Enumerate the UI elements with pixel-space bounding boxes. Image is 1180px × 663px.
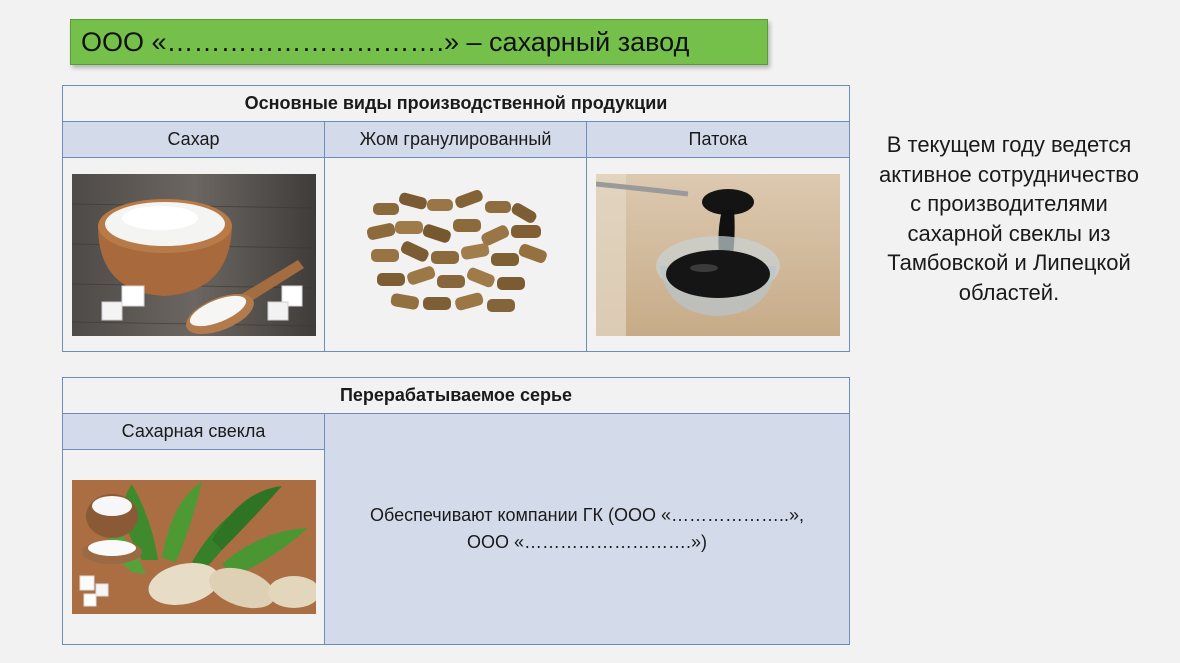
slide-title [70,19,768,65]
supplier-note [325,414,850,645]
pulp-image-cell [325,158,587,352]
products-table [62,85,850,352]
column-pulp: Жом гранулированный [325,122,587,158]
column-sugar: Сахар [63,122,325,158]
sugar-image-cell [63,158,325,352]
products-columns-row [63,122,850,158]
slide-title-text: ООО «………………………….» – сахарный завод [81,26,690,57]
cooperation-text: В текущем году ведется активное сотрудничество с производителями сахарной свеклы из Тамбовской и Липецкой областей. [879,132,1139,305]
molasses-image-cell [587,158,850,352]
products-table-header: Основные виды производственной продукции [63,86,850,122]
sugar-bowl-image [72,174,316,336]
raw-material-table [62,377,850,645]
column-molasses: Патока [587,122,850,158]
column-sugar-beet: Сахарная свекла [63,414,325,450]
raw-table-header: Перерабатываемое серье [63,378,850,414]
molasses-bowl-image [596,174,840,336]
supplier-note-line1: Обеспечивают компании ГК (ООО «………………..», [370,505,804,525]
products-images-row [63,158,850,352]
pellets-image [361,185,551,325]
supplier-note-line2: ООО «……………………….») [466,532,708,552]
sugar-beet-image [72,480,316,614]
sugar-beet-image-cell [63,450,325,645]
